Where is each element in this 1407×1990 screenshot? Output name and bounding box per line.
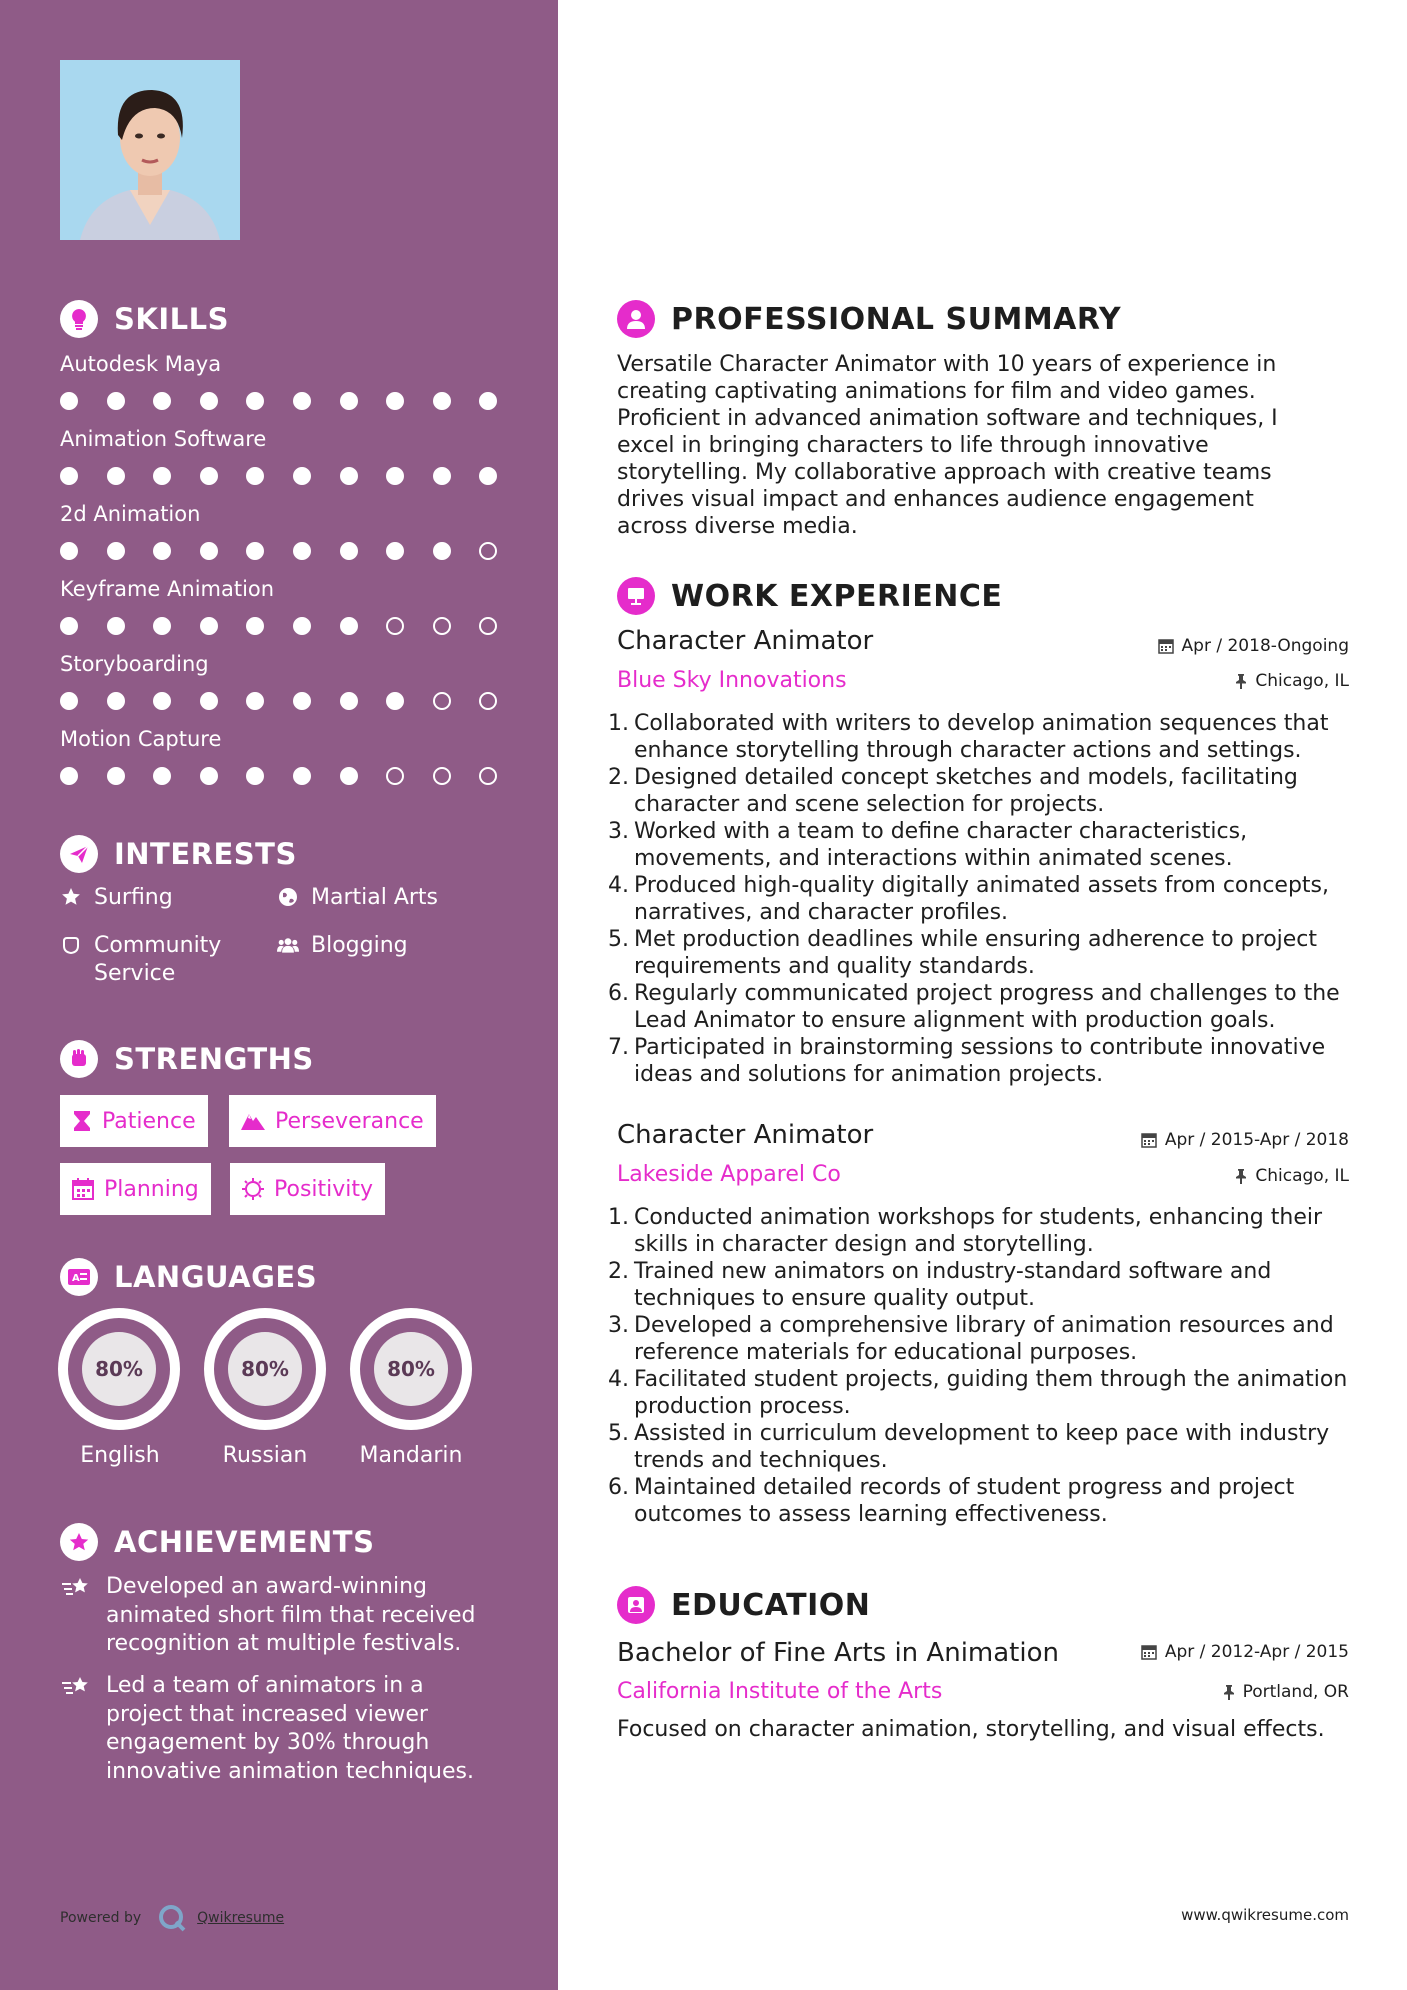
rating-dot-filled — [246, 392, 264, 410]
language-name-russian: Russian — [222, 1443, 308, 1468]
sun-icon — [242, 1178, 264, 1200]
responsibility-item — [608, 710, 1348, 764]
strength-positivity — [230, 1163, 385, 1215]
language-ring-mandarin — [350, 1308, 472, 1430]
shooting-star-icon — [60, 1573, 92, 1659]
responsibility-item — [608, 926, 1348, 980]
responsibility-item — [608, 1366, 1348, 1420]
education-description: Focused on character animation, storytelling, and visual effects. — [617, 1717, 1325, 1742]
strength-label: Patience — [102, 1108, 196, 1134]
responsibility-text: Conducted animation workshops for students, enhancing their skills in character design and storytelling. — [634, 1205, 1323, 1257]
list-number: 6. — [608, 1475, 629, 1500]
rating-dot-filled — [340, 392, 358, 410]
skill-rating — [60, 467, 526, 485]
powered-by — [60, 1903, 284, 1933]
rating-dot-filled — [153, 692, 171, 710]
pushpin-icon — [1235, 673, 1247, 689]
summary-text: Versatile Character Animator with 10 years of experience in creating captivating animations for film and video games. Proficient in advanced animation software and techniques, I excel in bringing characters to life through innovative storytelling. My collaborative approach with creative teams drives visual impact and enhances audience engagement across diverse media. — [617, 352, 1278, 539]
strengths-title: STRENGTHS — [114, 1042, 314, 1076]
presenter-icon — [617, 577, 655, 615]
lightbulb-icon — [60, 300, 98, 338]
responsibility-text: Trained new animators on industry-standard software and techniques to ensure quality output. — [634, 1259, 1272, 1311]
list-number: 3. — [608, 819, 629, 844]
job-title: Character Animator — [617, 626, 874, 656]
qwikresume-logo-icon — [157, 1903, 187, 1933]
job-location — [1235, 1166, 1349, 1186]
language-name-english: English — [80, 1443, 160, 1468]
globe-icon — [277, 884, 299, 907]
education-dates — [1141, 1642, 1349, 1662]
list-number: 2. — [608, 1259, 629, 1284]
rating-dot-filled — [246, 692, 264, 710]
skill-name: Motion Capture — [60, 727, 222, 751]
rating-dot-filled — [60, 467, 78, 485]
interest-surfing — [60, 884, 173, 912]
responsibility-item — [608, 872, 1348, 926]
qwikresume-link[interactable]: Qwikresume — [197, 1910, 285, 1926]
rating-dot-filled — [246, 467, 264, 485]
education-heading — [617, 1586, 870, 1624]
achievement-text: Developed an award-winning animated short film that received recognition at multiple festivals. — [106, 1574, 476, 1656]
skill-name: Keyframe Animation — [60, 577, 275, 601]
education-title: EDUCATION — [671, 1587, 871, 1623]
strength-planning — [60, 1163, 211, 1215]
rating-dot-empty — [479, 542, 497, 560]
heart-hand-icon — [60, 932, 82, 955]
interest-label: Surfing — [94, 885, 173, 910]
skill-name: 2d Animation — [60, 502, 201, 526]
responsibility-text: Participated in brainstorming sessions to contribute innovative ideas and solutions for animation projects. — [634, 1035, 1326, 1087]
rating-dot-filled — [60, 542, 78, 560]
job-dates — [1141, 1130, 1349, 1150]
skills-title: SKILLS — [114, 302, 229, 336]
rating-dot-filled — [386, 692, 404, 710]
job-company: Blue Sky Innovations — [617, 668, 847, 693]
rating-dot-empty — [433, 617, 451, 635]
strengths-heading — [60, 1040, 314, 1078]
skill-rating — [60, 692, 526, 710]
language-icon — [60, 1258, 98, 1296]
strength-perseverance — [229, 1095, 436, 1147]
rating-dot-filled — [246, 542, 264, 560]
rating-dot-filled — [293, 392, 311, 410]
calendar-icon — [1141, 1644, 1157, 1660]
users-icon — [277, 932, 299, 955]
list-number: 7. — [608, 1035, 629, 1060]
rating-dot-empty — [386, 767, 404, 785]
calendar-icon — [72, 1178, 94, 1200]
rating-dot-filled — [60, 692, 78, 710]
footer-url[interactable]: www.qwikresume.com — [1181, 1906, 1349, 1924]
language-ring-english — [58, 1308, 180, 1430]
rating-dot-filled — [107, 767, 125, 785]
rating-dot-filled — [107, 542, 125, 560]
skill-name: Animation Software — [60, 427, 267, 451]
job-company: Lakeside Apparel Co — [617, 1162, 841, 1187]
interest-label: Community Service — [94, 933, 222, 986]
responsibility-text: Regularly communicated project progress and challenges to the Lead Animator to ensure alignment with production goals. — [634, 981, 1340, 1033]
star-icon — [60, 884, 82, 907]
responsibility-item — [608, 1420, 1348, 1474]
responsibility-item — [608, 764, 1348, 818]
rating-dot-filled — [340, 542, 358, 560]
achievements-heading — [60, 1523, 374, 1561]
pushpin-icon — [1235, 1168, 1247, 1184]
rating-dot-filled — [153, 617, 171, 635]
strength-label: Perseverance — [275, 1108, 424, 1134]
achievement-item — [60, 1672, 490, 1786]
list-number: 6. — [608, 981, 629, 1006]
rating-dot-filled — [153, 767, 171, 785]
strength-label: Planning — [104, 1176, 199, 1202]
skill-rating — [60, 617, 526, 635]
list-number: 5. — [608, 927, 629, 952]
shooting-star-icon — [60, 1672, 92, 1786]
skill-rating — [60, 392, 526, 410]
list-number: 2. — [608, 765, 629, 790]
summary-heading — [617, 300, 1121, 338]
user-icon — [617, 300, 655, 338]
pushpin-icon — [1223, 1684, 1235, 1700]
rating-dot-empty — [479, 767, 497, 785]
responsibility-text: Collaborated with writers to develop animation sequences that enhance storytelling through character actions and settings. — [634, 711, 1329, 763]
strength-patience — [60, 1095, 208, 1147]
rating-dot-filled — [293, 767, 311, 785]
graduate-icon — [617, 1586, 655, 1624]
mountain-icon — [241, 1111, 265, 1131]
rating-dot-filled — [200, 692, 218, 710]
rating-dot-filled — [433, 467, 451, 485]
skill-rating — [60, 767, 526, 785]
language-percent: 80% — [374, 1332, 448, 1406]
rating-dot-empty — [386, 617, 404, 635]
summary-title: PROFESSIONAL SUMMARY — [671, 301, 1122, 337]
responsibility-text: Developed a comprehensive library of animation resources and reference materials for educational purposes. — [634, 1313, 1334, 1365]
rating-dot-filled — [60, 617, 78, 635]
list-number: 4. — [608, 873, 629, 898]
language-percent: 80% — [82, 1332, 156, 1406]
rating-dot-filled — [200, 392, 218, 410]
interest-blogging — [277, 932, 408, 960]
languages-heading — [60, 1258, 317, 1296]
education-dates-text: Apr / 2012-Apr / 2015 — [1164, 1642, 1349, 1662]
rating-dot-filled — [107, 692, 125, 710]
rating-dot-empty — [479, 692, 497, 710]
rating-dot-filled — [200, 617, 218, 635]
interest-community-service — [60, 932, 260, 988]
skill-rating — [60, 542, 526, 560]
paper-plane-icon — [60, 835, 98, 873]
job-dates — [1158, 636, 1349, 656]
skills-heading — [60, 300, 229, 338]
calendar-icon — [1141, 1132, 1157, 1148]
responsibility-text: Met production deadlines while ensuring adherence to project requirements and quality standards. — [634, 927, 1318, 979]
interest-label: Blogging — [311, 933, 408, 958]
rating-dot-filled — [107, 617, 125, 635]
rating-dot-filled — [433, 392, 451, 410]
job-title: Character Animator — [617, 1120, 874, 1150]
list-number: 3. — [608, 1313, 629, 1338]
language-percent: 80% — [228, 1332, 302, 1406]
sidebar — [0, 0, 558, 1990]
interest-martial-arts — [277, 884, 438, 912]
rating-dot-filled — [200, 542, 218, 560]
responsibility-item — [608, 1474, 1348, 1528]
rating-dot-filled — [386, 392, 404, 410]
rating-dot-filled — [60, 767, 78, 785]
achievement-text: Led a team of animators in a project that increased viewer engagement by 30% through innovative animation techniques. — [106, 1673, 474, 1784]
svg-text:A: A — [72, 1273, 81, 1284]
education-location — [1223, 1682, 1349, 1702]
rating-dot-filled — [153, 467, 171, 485]
powered-by-label: Powered by — [60, 1910, 142, 1926]
rating-dot-filled — [479, 467, 497, 485]
job-dates-text: Apr / 2015-Apr / 2018 — [1164, 1130, 1349, 1150]
rating-dot-filled — [340, 767, 358, 785]
job-location — [1235, 671, 1349, 691]
languages-title: LANGUAGES — [114, 1260, 318, 1294]
responsibility-item — [608, 1204, 1348, 1258]
list-number: 4. — [608, 1367, 629, 1392]
responsibility-text: Maintained detailed records of student progress and project outcomes to assess learning effectiveness. — [634, 1475, 1295, 1527]
rating-dot-filled — [293, 692, 311, 710]
achievement-item — [60, 1573, 490, 1659]
skill-name: Storyboarding — [60, 652, 209, 676]
strength-label: Positivity — [274, 1176, 374, 1202]
rating-dot-filled — [433, 542, 451, 560]
rating-dot-filled — [340, 617, 358, 635]
rating-dot-filled — [200, 467, 218, 485]
list-number: 5. — [608, 1421, 629, 1446]
responsibility-text: Produced high-quality digitally animated assets from concepts, narratives, and character profiles. — [634, 873, 1330, 925]
education-location-text: Portland, OR — [1242, 1682, 1349, 1702]
responsibility-item — [608, 1258, 1348, 1312]
rating-dot-filled — [386, 542, 404, 560]
rating-dot-filled — [293, 542, 311, 560]
responsibility-text: Worked with a team to define character characteristics, movements, and interactions within animated scenes. — [634, 819, 1248, 871]
responsibility-item — [608, 1034, 1348, 1088]
responsibility-item — [608, 818, 1348, 872]
list-number: 1. — [608, 711, 629, 736]
rating-dot-filled — [200, 767, 218, 785]
calendar-icon — [1158, 638, 1174, 654]
rating-dot-filled — [340, 467, 358, 485]
achievements-title: ACHIEVEMENTS — [114, 1525, 375, 1559]
rating-dot-filled — [107, 467, 125, 485]
rating-dot-filled — [246, 617, 264, 635]
list-number: 1. — [608, 1205, 629, 1230]
education-school: California Institute of the Arts — [617, 1679, 943, 1704]
rating-dot-filled — [293, 467, 311, 485]
rating-dot-filled — [293, 617, 311, 635]
rating-dot-empty — [433, 767, 451, 785]
job-responsibilities — [608, 1204, 1348, 1528]
responsibility-item — [608, 1312, 1348, 1366]
rating-dot-filled — [479, 392, 497, 410]
fist-icon — [60, 1040, 98, 1078]
skill-name: Autodesk Maya — [60, 352, 222, 376]
rating-dot-empty — [479, 617, 497, 635]
job-location-text: Chicago, IL — [1255, 1166, 1349, 1186]
education-degree: Bachelor of Fine Arts in Animation — [617, 1638, 1059, 1668]
responsibility-item — [608, 980, 1348, 1034]
rating-dot-filled — [107, 392, 125, 410]
language-ring-russian — [204, 1308, 326, 1430]
experience-heading — [617, 577, 1002, 615]
language-name-mandarin: Mandarin — [359, 1443, 463, 1468]
rating-dot-filled — [153, 542, 171, 560]
rating-dot-empty — [433, 692, 451, 710]
experience-title: WORK EXPERIENCE — [671, 578, 1003, 614]
job-responsibilities — [608, 710, 1348, 1088]
job-dates-text: Apr / 2018-Ongoing — [1181, 636, 1349, 656]
responsibility-text: Assisted in curriculum development to keep pace with industry trends and techniques. — [634, 1421, 1330, 1473]
hourglass-icon — [72, 1110, 92, 1132]
award-star-icon — [60, 1523, 98, 1561]
rating-dot-filled — [153, 392, 171, 410]
rating-dot-filled — [340, 692, 358, 710]
profile-photo — [60, 60, 240, 240]
responsibility-text: Facilitated student projects, guiding them through the animation production process. — [634, 1367, 1348, 1419]
rating-dot-filled — [246, 767, 264, 785]
job-location-text: Chicago, IL — [1255, 671, 1349, 691]
interest-label: Martial Arts — [311, 885, 439, 910]
rating-dot-filled — [60, 392, 78, 410]
interests-title: INTERESTS — [114, 837, 297, 871]
responsibility-text: Designed detailed concept sketches and models, facilitating character and scene selection for projects. — [634, 765, 1298, 817]
interests-heading — [60, 835, 297, 873]
rating-dot-filled — [386, 467, 404, 485]
